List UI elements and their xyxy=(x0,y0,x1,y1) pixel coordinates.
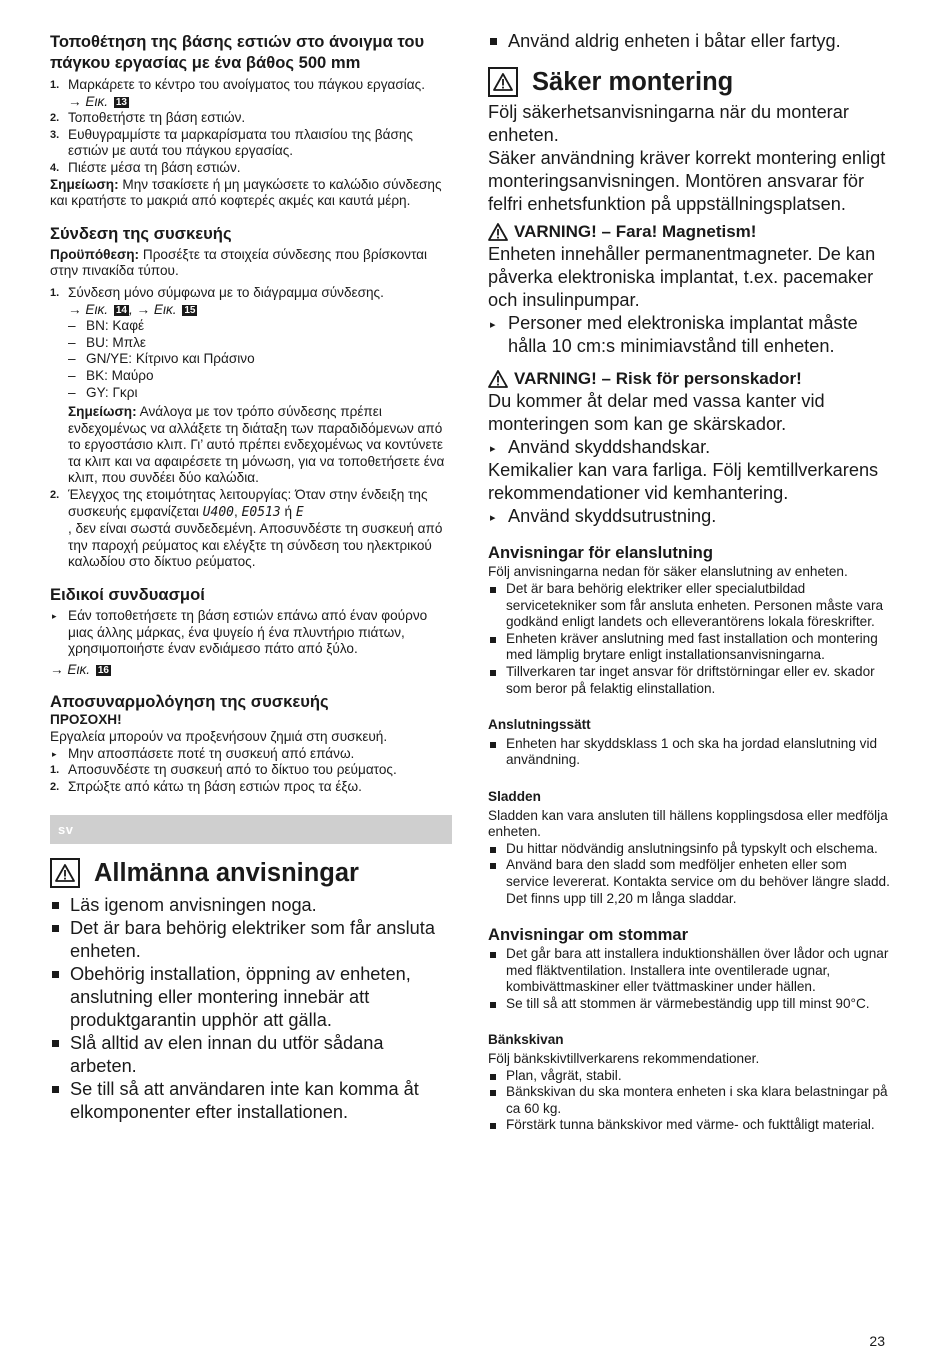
item-text: Du hittar nödvändig anslutningsinfo på typskylt och elschema. xyxy=(506,840,878,856)
wire-label: GY: Γκρι xyxy=(86,384,138,400)
list-item xyxy=(50,762,452,779)
item-text: Det är bara behörig elektriker som får ansluta enheten. xyxy=(70,918,435,962)
bench-heading: Bänkskivan xyxy=(488,1032,564,1048)
list-item xyxy=(488,1068,890,1085)
step-text: Σύνδεση μόνο σύμφωνα με το διάγραμμα σύνδεσης. xyxy=(68,284,384,300)
list-item xyxy=(50,1032,452,1078)
list-item xyxy=(488,841,890,858)
item-text: Personer med elektroniska implantat måste hålla 10 cm:s minimiavstånd till enheten. xyxy=(508,313,858,357)
list-item xyxy=(50,77,452,110)
display-code: U400 xyxy=(202,504,234,520)
warning-triangle-icon xyxy=(488,67,518,97)
step-text: Πιέστε μέσα τη βάση εστιών. xyxy=(68,159,241,175)
square-bullet-icon xyxy=(490,847,496,853)
warning-injury-heading xyxy=(488,368,890,390)
item-text: Slå alltid av elen innan du utför sådana arbeten. xyxy=(70,1032,384,1076)
note-text: Μην τσακίσετε ή μη μαγκώσετε το καλώδιο σύνδεσης και κρατήστε το μακριά από κοφτερές ακμές και καυτά μέρη. xyxy=(50,176,442,209)
figure-badge: 14 xyxy=(115,304,127,316)
item-text: Bänkskivan du ska montera enheten i ska klara belastningar på ca 60 kg. xyxy=(506,1084,888,1116)
safe-body xyxy=(488,101,890,528)
connect-steps xyxy=(50,285,452,571)
wire-label: BU: Μπλε xyxy=(86,334,146,350)
step-number: 3. xyxy=(50,128,60,141)
step-number: 1. xyxy=(50,286,60,299)
square-bullet-icon xyxy=(490,742,496,748)
connect-heading: Σύνδεση της συσκευής xyxy=(50,223,232,243)
item-text: Det går bara att installera induktionshällen över lådor och ugnar med fläktventilation. Installera inte oventilerade ugnar, kombivättmaskiner eller tvättmaskiner under hällen. xyxy=(506,946,889,995)
square-bullet-icon xyxy=(490,587,496,593)
step-number: 2. xyxy=(50,489,60,502)
figure-reference xyxy=(68,94,129,109)
list-item xyxy=(488,857,890,907)
list-item xyxy=(50,285,452,487)
square-bullet-icon xyxy=(490,637,496,643)
paragraph: Följ säkerhetsanvisningarna när du monterar enheten. xyxy=(488,101,849,145)
top-list xyxy=(488,30,890,53)
list-item xyxy=(488,664,890,697)
list-item: – BK: Μαύρο xyxy=(68,367,154,383)
language-bar xyxy=(50,815,452,844)
bench-list xyxy=(488,1068,890,1134)
triangle-right-icon: ▸ xyxy=(490,511,496,524)
list-item xyxy=(488,581,890,631)
figure-ref-label: Εικ. xyxy=(85,301,109,317)
list-item xyxy=(50,110,452,127)
list-item xyxy=(50,1078,452,1124)
figure-ref-label: Εικ. xyxy=(67,661,91,677)
square-bullet-icon xyxy=(490,1090,496,1096)
step-text: , δεν είναι σωστά συνδεδεμένη. Αποσυνδέστε τη συσκευή από την παροχή ρεύματος και ελέγξτε τη σύνδεση του ηλεκτρικού καλωδίου στο δίκτυο ρεύματος. xyxy=(68,521,443,570)
list-item xyxy=(488,312,890,358)
triangle-right-icon: ▸ xyxy=(490,319,496,332)
general-list xyxy=(50,894,452,1123)
item-text: Använd skyddshandskar. xyxy=(508,436,711,457)
special-heading: Ειδικοί συνδυασμοί xyxy=(50,585,205,605)
safe-heading-row xyxy=(488,67,890,97)
remove-warning-list xyxy=(50,746,452,763)
list-item: – BU: Μπλε xyxy=(68,334,146,350)
list-item xyxy=(50,608,452,658)
item-text: Obehörig installation, öppning av enheten, anslutning eller montering innebär att produktgarantin upphör att gälla. xyxy=(70,964,411,1030)
list-item xyxy=(50,160,452,177)
item-text: Läs igenom anvisningen noga. xyxy=(70,895,317,916)
list-item xyxy=(488,505,890,528)
step-text: Σπρώξτε από κάτω τη βάση εστιών προς τα έξω. xyxy=(68,778,362,794)
install-heading: Τοποθέτηση της βάσης εστιών στο άνοιγμα του πάγκου εργασίας με ένα βάθος 500 mm xyxy=(50,32,425,72)
square-bullet-icon xyxy=(52,902,59,909)
step-number: 4. xyxy=(50,161,60,174)
square-bullet-icon xyxy=(490,38,497,45)
paragraph: Säker användning kräver korrekt montering enligt monteringsanvisningen. Montören ansvarar för felfri enhetsfunktion på uppställningsplatsen. xyxy=(488,147,886,214)
item-text: Enheten har skyddsklass 1 och ska ha jordad elanslutning vid användning. xyxy=(506,735,878,768)
right-column xyxy=(488,30,890,1134)
prerequisite-text: Προσέξτε τα στοιχεία σύνδεσης που βρίσκονται στην πινακίδα τύπου. xyxy=(50,246,428,279)
square-bullet-icon xyxy=(490,1074,496,1080)
cab-list xyxy=(488,946,890,1012)
list-item xyxy=(488,736,890,769)
square-bullet-icon xyxy=(52,925,59,932)
item-text: Plan, vågrät, stabil. xyxy=(506,1067,622,1083)
list-item: – GN/YE: Κίτρινο και Πράσινο xyxy=(68,351,255,367)
cable-heading: Sladden xyxy=(488,788,541,804)
warning-triangle-icon xyxy=(488,370,508,388)
list-item xyxy=(488,30,890,53)
list-item xyxy=(488,996,890,1013)
list-item xyxy=(488,946,890,996)
separator: , xyxy=(233,503,242,519)
step-number: 2. xyxy=(50,112,60,125)
list-item: – BN: Καφέ xyxy=(68,318,145,334)
list-item xyxy=(488,1084,890,1117)
warning-action-list xyxy=(488,312,890,358)
list-item xyxy=(50,779,452,796)
prerequisite-label: Προϋπόθεση: xyxy=(50,246,140,262)
general-heading-row xyxy=(50,858,452,888)
step-number: 2. xyxy=(50,780,60,793)
warning-action-list xyxy=(488,436,890,459)
figure-badge: 13 xyxy=(115,96,127,108)
left-column xyxy=(50,30,452,1123)
figure-badge: 15 xyxy=(184,304,196,316)
square-bullet-icon xyxy=(490,952,496,958)
square-bullet-icon xyxy=(52,1086,59,1093)
wire-label: BN: Καφέ xyxy=(86,318,145,334)
elec-list xyxy=(488,581,890,697)
paragraph: Sladden kan vara ansluten till hällens kopplingsdosa eller medfölja enheten. xyxy=(488,807,888,840)
arrow-right-icon: → xyxy=(68,93,82,109)
paragraph: Kemikalier kan vara farliga. Följ kemtillverkarens rekommendationer vid kemhantering. xyxy=(488,459,879,503)
figure-badge: 16 xyxy=(97,664,109,676)
triangle-right-icon: ▸ xyxy=(490,442,496,455)
step-text: Έλεγχος της ετοιμότητας λειτουργίας: Όταν στην ένδειξη της συσκευής εμφανίζεται xyxy=(68,487,428,519)
square-bullet-icon xyxy=(490,1123,496,1129)
warning-title: VARNING! – Risk för personskador! xyxy=(514,368,802,388)
cab-heading: Anvisningar om stommar xyxy=(488,925,689,945)
remove-heading: Αποσυναρμολόγηση της συσκευής xyxy=(50,692,329,712)
list-item: – GY: Γκρι xyxy=(68,384,138,400)
item-text: Se till så att stommen är värmebeständig upp till minst 90°C. xyxy=(506,995,870,1011)
display-code: E xyxy=(295,504,304,520)
connect-prerequisite xyxy=(50,247,452,280)
square-bullet-icon xyxy=(52,1040,59,1047)
list-item xyxy=(50,963,452,1032)
step-number: 1. xyxy=(50,764,60,777)
paragraph: Följ anvisningarna nedan för säker elanslutning av enheten. xyxy=(488,564,848,580)
list-item xyxy=(50,127,452,160)
language-tag: sv xyxy=(58,822,74,838)
wire-label: BK: Μαύρο xyxy=(86,367,154,383)
cable-list xyxy=(488,841,890,907)
conn-heading: Anslutningssätt xyxy=(488,717,591,733)
figure-ref-label: Εικ. xyxy=(85,93,109,109)
list-item xyxy=(488,631,890,664)
note-text: Ανάλογα με τον τρόπο σύνδεσης πρέπει ενδεχομένως να αλλάξετε τη διάταξη των παραδιδόμενων από το εργοστάσιο κλιπ. Γι’ αυτό πρέπει ενδεχομένως να κοντύνετε τα κλιπ και να αφαιρέσετε τη μόνωση, για να τοποθετήσετε ένα κλιπ, που συνδέει δύο καλώδια. xyxy=(68,404,445,486)
warning-magnetism-heading xyxy=(488,221,890,243)
triangle-right-icon: ▸ xyxy=(52,748,57,759)
triangle-right-icon: ▸ xyxy=(52,611,57,622)
caution-label: ΠΡΟΣΟΧΗ! xyxy=(50,712,122,728)
warning-title: VARNING! – Fara! Magnetism! xyxy=(514,222,757,242)
page-number: 23 xyxy=(869,1333,885,1349)
item-text: Εάν τοποθετήσετε τη βάση εστιών επάνω από έναν φούρνο μιας άλλης μάρκας, ένα ψυγείο ή ένα πλυντήριο πιάτων, χρησιμοποιήστε έναν ενδιάμεσο πάτο από ξύλο. xyxy=(68,608,428,657)
note-label: Σημείωση: xyxy=(68,404,137,420)
warning-triangle-icon xyxy=(50,858,80,888)
item-text: Använd bara den sladd som medföljer enheten eller som service levererat. Kontakta service om du behöver längre sladd. Det finns upp till 2,20 m långa sladdar. xyxy=(506,857,890,906)
paragraph: Du kommer åt delar med vassa kanter vid monteringen som kan ge skärskador. xyxy=(488,390,825,434)
warning-triangle-icon xyxy=(488,223,508,241)
square-bullet-icon xyxy=(490,863,496,869)
display-code: E0513 xyxy=(241,504,281,520)
wire-label: GN/YE: Κίτρινο και Πράσινο xyxy=(86,351,255,367)
paragraph: Följ bänkskivtillverkarens rekommendationer. xyxy=(488,1051,760,1067)
item-text: Tillverkaren tar inget ansvar för driftstörningar eller ev. skador som beror på felaktig elinstallation. xyxy=(506,663,875,696)
paragraph: Enheten innehåller permanentmagneter. De kan påverka elektroniska implantat, t.ex. pacemaker och insulinpumpar. xyxy=(488,244,876,311)
warning-action-list xyxy=(488,505,890,528)
list-item xyxy=(488,1117,890,1134)
item-text: Använd aldrig enheten i båtar eller fartyg. xyxy=(508,31,841,51)
wire-colors xyxy=(50,318,452,401)
item-text: Använd skyddsutrustning. xyxy=(508,505,717,526)
item-text: Förstärk tunna bänkskivor med värme- och fukttåligt material. xyxy=(506,1117,875,1133)
step-text: Ευθυγραμμίστε τα μαρκαρίσματα του πλαισίου της βάσης εστιών με αυτά του πάγκου εργασίας. xyxy=(68,126,413,159)
caution-text: Εργαλεία μπορούν να προξενήσουν ζημιά στη συσκευή. xyxy=(50,729,388,744)
list-item xyxy=(50,917,452,963)
figure-ref-label: Εικ. xyxy=(153,301,177,317)
list-item xyxy=(488,436,890,459)
list-item xyxy=(50,894,452,917)
item-text: Enheten kräver anslutning med fast installation och montering med lämplig brytare enligt installationsanvisningarna. xyxy=(506,630,878,663)
install-note xyxy=(50,177,452,210)
item-text: Μην αποσπάσετε ποτέ τη συσκευή από επάνω. xyxy=(68,745,355,761)
item-text: Se till så att användaren inte kan komma åt elkomponenter efter installationen. xyxy=(70,1078,419,1122)
square-bullet-icon xyxy=(52,971,59,978)
square-bullet-icon xyxy=(490,1002,496,1008)
step-text: Τοποθετήστε τη βάση εστιών. xyxy=(68,110,246,126)
conn-list xyxy=(488,736,890,769)
elec-heading: Anvisningar för elanslutning xyxy=(488,543,713,563)
step-text: Μαρκάρετε το κέντρο του ανοίγματος του πάγκου εργασίας. xyxy=(68,77,425,92)
step-number: 1. xyxy=(50,79,60,91)
step-text: Αποσυνδέστε τη συσκευή από το δίκτυο του ρεύματος. xyxy=(68,762,397,778)
square-bullet-icon xyxy=(490,670,496,676)
list-item xyxy=(50,746,452,763)
figure-reference xyxy=(50,662,452,679)
list-item xyxy=(50,487,452,571)
general-heading: Allmänna anvisningar xyxy=(94,859,359,888)
connect-note xyxy=(68,404,452,487)
note-label: Σημείωση: xyxy=(50,176,119,192)
arrow-right-icon: → xyxy=(136,301,151,317)
item-text: Det är bara behörig elektriker eller specialutbildad servicetekniker som får ansluta enheten. Personen måste vara godkänd enligt landets och elleverantörens lokala föreskrifter. xyxy=(506,581,884,630)
safe-heading: Säker montering xyxy=(532,67,734,96)
special-list xyxy=(50,608,452,658)
install-steps xyxy=(50,77,452,177)
figure-reference: → Εικ. 14 , → Εικ. 15 xyxy=(68,301,196,317)
remove-steps xyxy=(50,762,452,795)
arrow-right-icon: → xyxy=(68,301,82,317)
separator: ή xyxy=(280,503,296,519)
arrow-right-icon: → xyxy=(50,661,64,677)
